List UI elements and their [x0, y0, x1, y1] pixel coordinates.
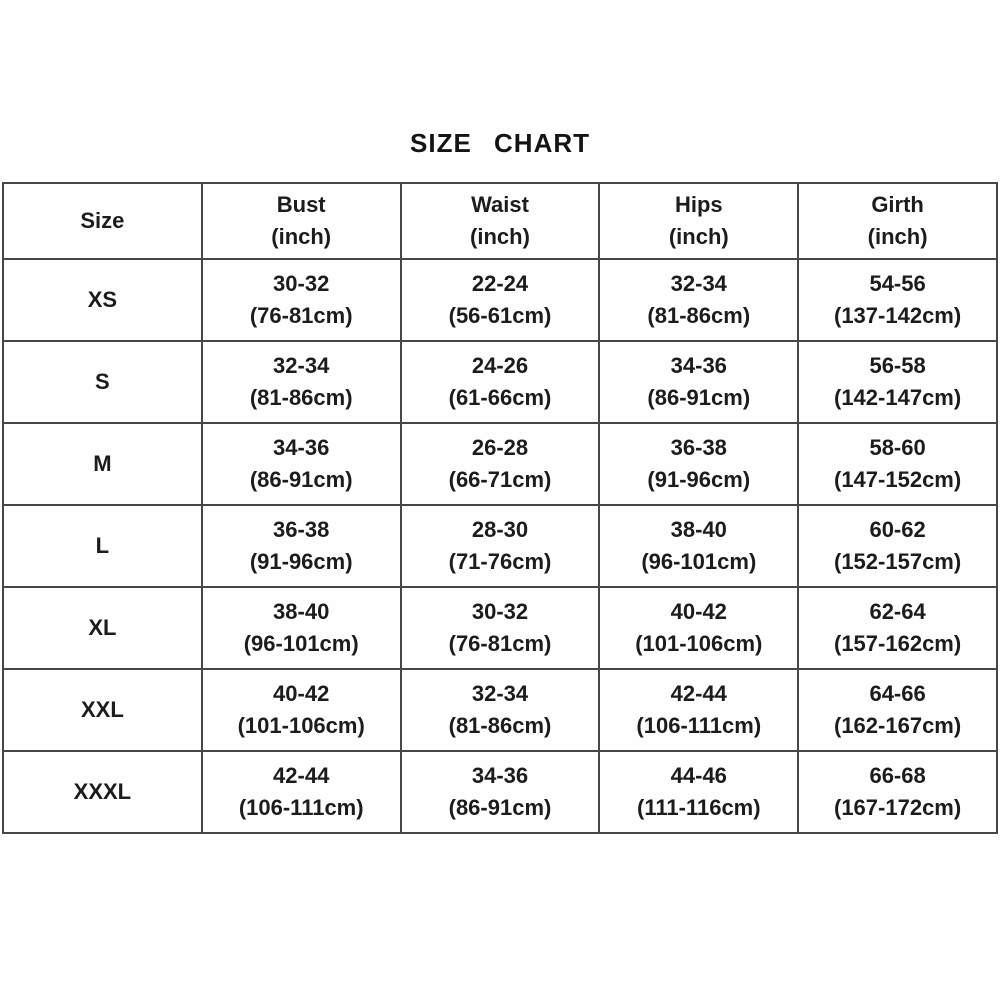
column-header-girth: [798, 183, 997, 259]
size-label: L: [95, 533, 110, 558]
hips-cell: [599, 505, 798, 587]
girth-inch-value: 56-58: [869, 353, 926, 378]
column-header-unit: (inch): [867, 224, 928, 249]
hips-cell: [599, 259, 798, 341]
waist-cm-value: (71-76cm): [448, 549, 552, 574]
size-cell: [3, 669, 202, 751]
girth-cell: [798, 669, 997, 751]
girth-cell: [798, 341, 997, 423]
table-row-xxl: [3, 669, 997, 751]
size-cell: [3, 259, 202, 341]
size-label: XS: [87, 287, 118, 312]
column-header-label: Size: [80, 208, 125, 233]
girth-inch-value: 60-62: [869, 517, 926, 542]
column-header-label: Bust: [276, 192, 326, 217]
girth-cm-value: (167-172cm): [834, 795, 962, 820]
hips-inch-value: 36-38: [670, 435, 727, 460]
table-row-xs: [3, 259, 997, 341]
bust-cm-value: (101-106cm): [237, 713, 365, 738]
waist-cell: [401, 259, 600, 341]
bust-cm-value: (76-81cm): [249, 303, 353, 328]
waist-cm-value: (66-71cm): [448, 467, 552, 492]
table-header: [3, 183, 997, 259]
waist-cm-value: (81-86cm): [448, 713, 552, 738]
size-cell: [3, 423, 202, 505]
girth-cell: [798, 587, 997, 669]
girth-cm-value: (142-147cm): [834, 385, 962, 410]
column-header-bust: [202, 183, 401, 259]
bust-cm-value: (86-91cm): [249, 467, 353, 492]
hips-cell: [599, 341, 798, 423]
girth-cm-value: (157-162cm): [834, 631, 962, 656]
hips-inch-value: 44-46: [670, 763, 727, 788]
bust-inch-value: 30-32: [273, 271, 330, 296]
hips-cm-value: (106-111cm): [636, 713, 762, 738]
hips-cell: [599, 751, 798, 833]
bust-inch-value: 34-36: [273, 435, 330, 460]
bust-cell: [202, 751, 401, 833]
waist-inch-value: 26-28: [471, 435, 529, 460]
hips-cm-value: (111-116cm): [637, 795, 761, 820]
size-label: M: [93, 451, 112, 476]
waist-inch-value: 32-34: [471, 681, 529, 706]
waist-inch-value: 34-36: [471, 763, 529, 788]
table-row-m: [3, 423, 997, 505]
hips-cm-value: (101-106cm): [635, 631, 763, 656]
column-header-hips: [599, 183, 798, 259]
bust-inch-value: 40-42: [273, 681, 330, 706]
hips-cell: [599, 669, 798, 751]
hips-cm-value: (96-101cm): [641, 549, 757, 574]
waist-inch-value: 24-26: [471, 353, 529, 378]
bust-cm-value: (91-96cm): [249, 549, 353, 574]
column-header-label: Waist: [471, 192, 529, 217]
column-header-waist: [401, 183, 600, 259]
waist-inch-value: 28-30: [471, 517, 529, 542]
hips-inch-value: 34-36: [670, 353, 727, 378]
hips-cm-value: (81-86cm): [647, 303, 751, 328]
waist-cm-value: (76-81cm): [448, 631, 552, 656]
girth-inch-value: 58-60: [869, 435, 926, 460]
column-header-size: [3, 183, 202, 259]
size-label: S: [95, 369, 110, 394]
girth-cell: [798, 259, 997, 341]
bust-inch-value: 38-40: [273, 599, 330, 624]
hips-cm-value: (91-96cm): [647, 467, 751, 492]
header-row: [3, 183, 997, 259]
table-row-xl: [3, 587, 997, 669]
waist-inch-value: 30-32: [471, 599, 529, 624]
girth-inch-value: 64-66: [869, 681, 926, 706]
size-chart-table: [2, 182, 998, 834]
bust-cell: [202, 587, 401, 669]
girth-cell: [798, 505, 997, 587]
bust-cell: [202, 259, 401, 341]
bust-inch-value: 36-38: [273, 517, 330, 542]
bust-cm-value: (96-101cm): [243, 631, 359, 656]
column-header-unit: (inch): [470, 224, 530, 249]
column-header-label: Girth: [871, 192, 924, 217]
waist-cell: [401, 423, 600, 505]
girth-inch-value: 54-56: [869, 271, 926, 296]
table-body: [3, 259, 997, 833]
size-label: XXL: [81, 697, 124, 722]
girth-cm-value: (137-142cm): [834, 303, 962, 328]
bust-cell: [202, 669, 401, 751]
waist-inch-value: 22-24: [471, 271, 529, 296]
bust-cm-value: (106-111cm): [238, 795, 364, 820]
column-header-label: Hips: [674, 192, 723, 217]
hips-inch-value: 32-34: [670, 271, 727, 296]
waist-cell: [401, 587, 600, 669]
size-label: XXXL: [73, 779, 132, 804]
table-row-s: [3, 341, 997, 423]
page-title: SIZE CHART: [410, 128, 590, 158]
table-row-xxxl: [3, 751, 997, 833]
waist-cell: [401, 751, 600, 833]
bust-cell: [202, 423, 401, 505]
waist-cm-value: (61-66cm): [448, 385, 552, 410]
girth-inch-value: 66-68: [869, 763, 926, 788]
girth-cm-value: (162-167cm): [834, 713, 962, 738]
girth-inch-value: 62-64: [869, 599, 926, 624]
waist-cell: [401, 341, 600, 423]
waist-cm-value: (56-61cm): [448, 303, 552, 328]
girth-cell: [798, 423, 997, 505]
size-cell: [3, 505, 202, 587]
waist-cell: [401, 669, 600, 751]
hips-cell: [599, 423, 798, 505]
hips-inch-value: 40-42: [670, 599, 727, 624]
bust-cell: [202, 505, 401, 587]
girth-cm-value: (147-152cm): [834, 467, 962, 492]
girth-cell: [798, 751, 997, 833]
bust-cell: [202, 341, 401, 423]
size-label: XL: [88, 615, 117, 640]
bust-inch-value: 32-34: [273, 353, 330, 378]
girth-cm-value: (152-157cm): [834, 549, 962, 574]
hips-inch-value: 38-40: [670, 517, 727, 542]
size-cell: [3, 751, 202, 833]
table-row-l: [3, 505, 997, 587]
hips-cell: [599, 587, 798, 669]
size-cell: [3, 587, 202, 669]
hips-cm-value: (86-91cm): [647, 385, 751, 410]
column-header-unit: (inch): [668, 224, 729, 249]
waist-cm-value: (86-91cm): [448, 795, 552, 820]
size-cell: [3, 341, 202, 423]
bust-inch-value: 42-44: [273, 763, 330, 788]
bust-cm-value: (81-86cm): [249, 385, 353, 410]
hips-inch-value: 42-44: [670, 681, 727, 706]
waist-cell: [401, 505, 600, 587]
column-header-unit: (inch): [271, 224, 332, 249]
